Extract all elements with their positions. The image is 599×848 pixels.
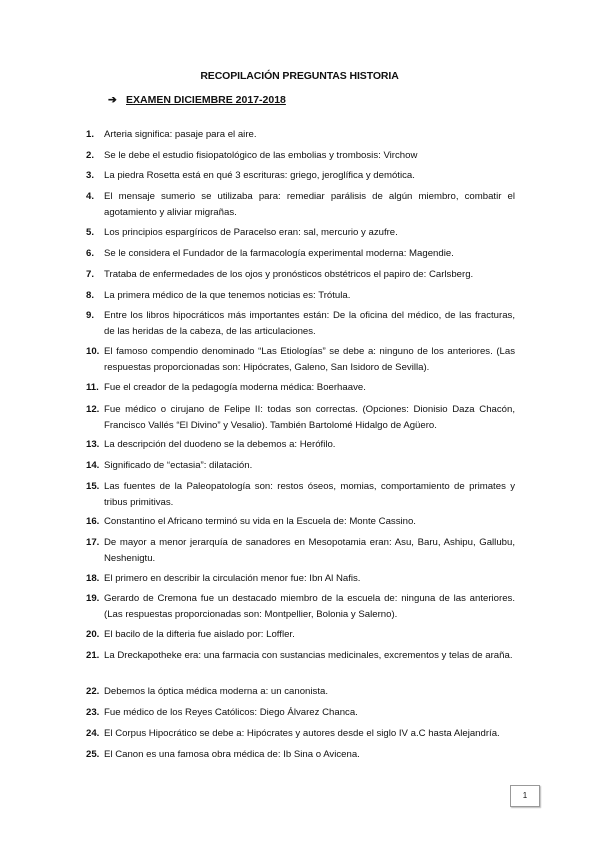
question-number: 5.: [86, 227, 95, 238]
question-text: La descripción del duodeno se la debemos a: Herófilo.: [104, 439, 336, 450]
question-number: 24.: [86, 728, 100, 739]
question-text: Significado de “ectasia”: dilatación.: [104, 460, 253, 471]
question-item: [86, 308, 515, 339]
question-text: Debemos la óptica médica moderna a: un canonista.: [104, 686, 328, 697]
question-number: 10.: [86, 346, 100, 357]
question-number: 3.: [86, 170, 95, 181]
question-item: [86, 535, 515, 566]
question-item: [86, 479, 515, 510]
question-text: Arteria significa: pasaje para el aire.: [104, 129, 257, 140]
question-text: El mensaje sumerio se utilizaba para: remediar parálisis de algún miembro, combatir el agotamiento y aliviar migrañas.: [104, 191, 515, 218]
question-item: [86, 189, 515, 220]
question-text: El Canon es una famosa obra médica de: Ib Sina o Avicena.: [104, 749, 360, 760]
question-text: Trataba de enfermedades de los ojos y pronósticos obstétricos el papiro de: Carlsberg.: [104, 269, 474, 280]
question-number: 7.: [86, 269, 95, 280]
question-number: 12.: [86, 404, 100, 415]
question-number: 2.: [86, 150, 95, 161]
question-item: [86, 747, 515, 763]
document-title: RECOPILACIÓN PREGUNTAS HISTORIA: [200, 70, 399, 82]
question-number: 19.: [86, 593, 100, 604]
question-text: El primero en describir la circulación menor fue: Ibn Al Nafis.: [104, 573, 361, 584]
question-text: La Dreckapotheke era: una farmacia con sustancias medicinales, excrementos y telas de araña.: [104, 650, 513, 661]
question-item: [86, 571, 515, 587]
question-text: Fue médico o cirujano de Felipe II: todas son correctas. (Opciones: Dionisio Daza Chacón, Francisco Vallés “El Divino” y Vesalio). También Bartolomé Hidalgo de Agüero.: [104, 404, 515, 431]
question-number: 13.: [86, 439, 100, 450]
question-item: [86, 648, 515, 664]
question-text: Los principios espargíricos de Paracelso eran: sal, mercurio y azufre.: [104, 227, 398, 238]
question-item: [86, 267, 515, 283]
question-text: Se le debe el estudio fisiopatológico de las embolias y trombosis: Virchow: [104, 150, 418, 161]
question-item: [86, 246, 515, 262]
question-number: 9.: [86, 310, 95, 321]
question-item: [86, 344, 515, 375]
question-number: 1.: [86, 129, 95, 140]
question-text: Entre los libros hipocráticos más importantes están: De la oficina del médico, de las fracturas, de las heridas de la cabeza, de las articulaciones.: [104, 310, 515, 337]
question-number: 6.: [86, 248, 95, 259]
question-text: Fue médico de los Reyes Católicos: Diego Álvarez Chanca.: [104, 707, 358, 718]
question-number: 17.: [86, 537, 100, 548]
question-text: El bacilo de la difteria fue aislado por: Loffler.: [104, 629, 295, 640]
question-item: [86, 168, 515, 184]
question-text: La primera médico de la que tenemos noticias es: Trótula.: [104, 290, 351, 301]
question-number: 4.: [86, 191, 95, 202]
question-text: Gerardo de Cremona fue un destacado miembro de la escuela de: ninguna de las anteriores. (Las respuestas proporcionadas son: Montpellier, Bolonia y Salerno).: [104, 593, 515, 620]
question-text: Constantino el Africano terminó su vida en la Escuela de: Monte Cassino.: [104, 516, 416, 527]
question-number: 15.: [86, 481, 100, 492]
question-item: [86, 684, 515, 700]
question-number: 25.: [86, 749, 100, 760]
question-number: 21.: [86, 650, 100, 661]
question-text: El Corpus Hipocrático se debe a: Hipócrates y autores desde el siglo IV a.C hasta Alejandría.: [104, 728, 500, 739]
question-text: Las fuentes de la Paleopatología son: restos óseos, momias, comportamiento de primates y tribus primitivas.: [104, 481, 515, 508]
question-item: [86, 148, 515, 164]
question-text: Fue el creador de la pedagogía moderna médica: Boerhaave.: [104, 382, 366, 393]
question-number: 16.: [86, 516, 100, 527]
page-number: 1: [510, 785, 540, 807]
question-item: [86, 127, 515, 143]
question-item: [86, 380, 515, 396]
question-number: 8.: [86, 290, 95, 301]
question-number: 11.: [86, 382, 99, 393]
exam-subtitle: [108, 94, 286, 106]
question-item: [86, 627, 515, 643]
question-text: Se le considera el Fundador de la farmacología experimental moderna: Magendie.: [104, 248, 454, 259]
question-item: [86, 402, 515, 433]
question-number: 18.: [86, 573, 100, 584]
question-item: [86, 705, 515, 721]
question-text: La piedra Rosetta está en qué 3 escrituras: griego, jeroglífica y demótica.: [104, 170, 415, 181]
question-text: El famoso compendio denominado “Las Etiologías” se debe a: ninguno de los anteriores. (Las respuestas proporcionadas son: Hipócrates, Galeno, San Isidoro de Sevilla).: [104, 346, 515, 373]
arrow-right-icon: ➔: [108, 94, 117, 106]
question-text: De mayor a menor jerarquía de sanadores en Mesopotamia eran: Asu, Baru, Ashipu, Gallubu, Neshenigtu.: [104, 537, 515, 564]
question-item: [86, 726, 515, 742]
question-number: 20.: [86, 629, 100, 640]
exam-subtitle-label: EXAMEN DICIEMBRE 2017-2018: [126, 94, 286, 106]
question-item: [86, 225, 515, 241]
question-number: 22.: [86, 686, 100, 697]
question-item: [86, 514, 515, 530]
question-number: 14.: [86, 460, 100, 471]
question-item: [86, 288, 515, 304]
question-number: 23.: [86, 707, 100, 718]
question-item: [86, 437, 515, 453]
question-item: [86, 458, 515, 474]
question-item: [86, 591, 515, 622]
